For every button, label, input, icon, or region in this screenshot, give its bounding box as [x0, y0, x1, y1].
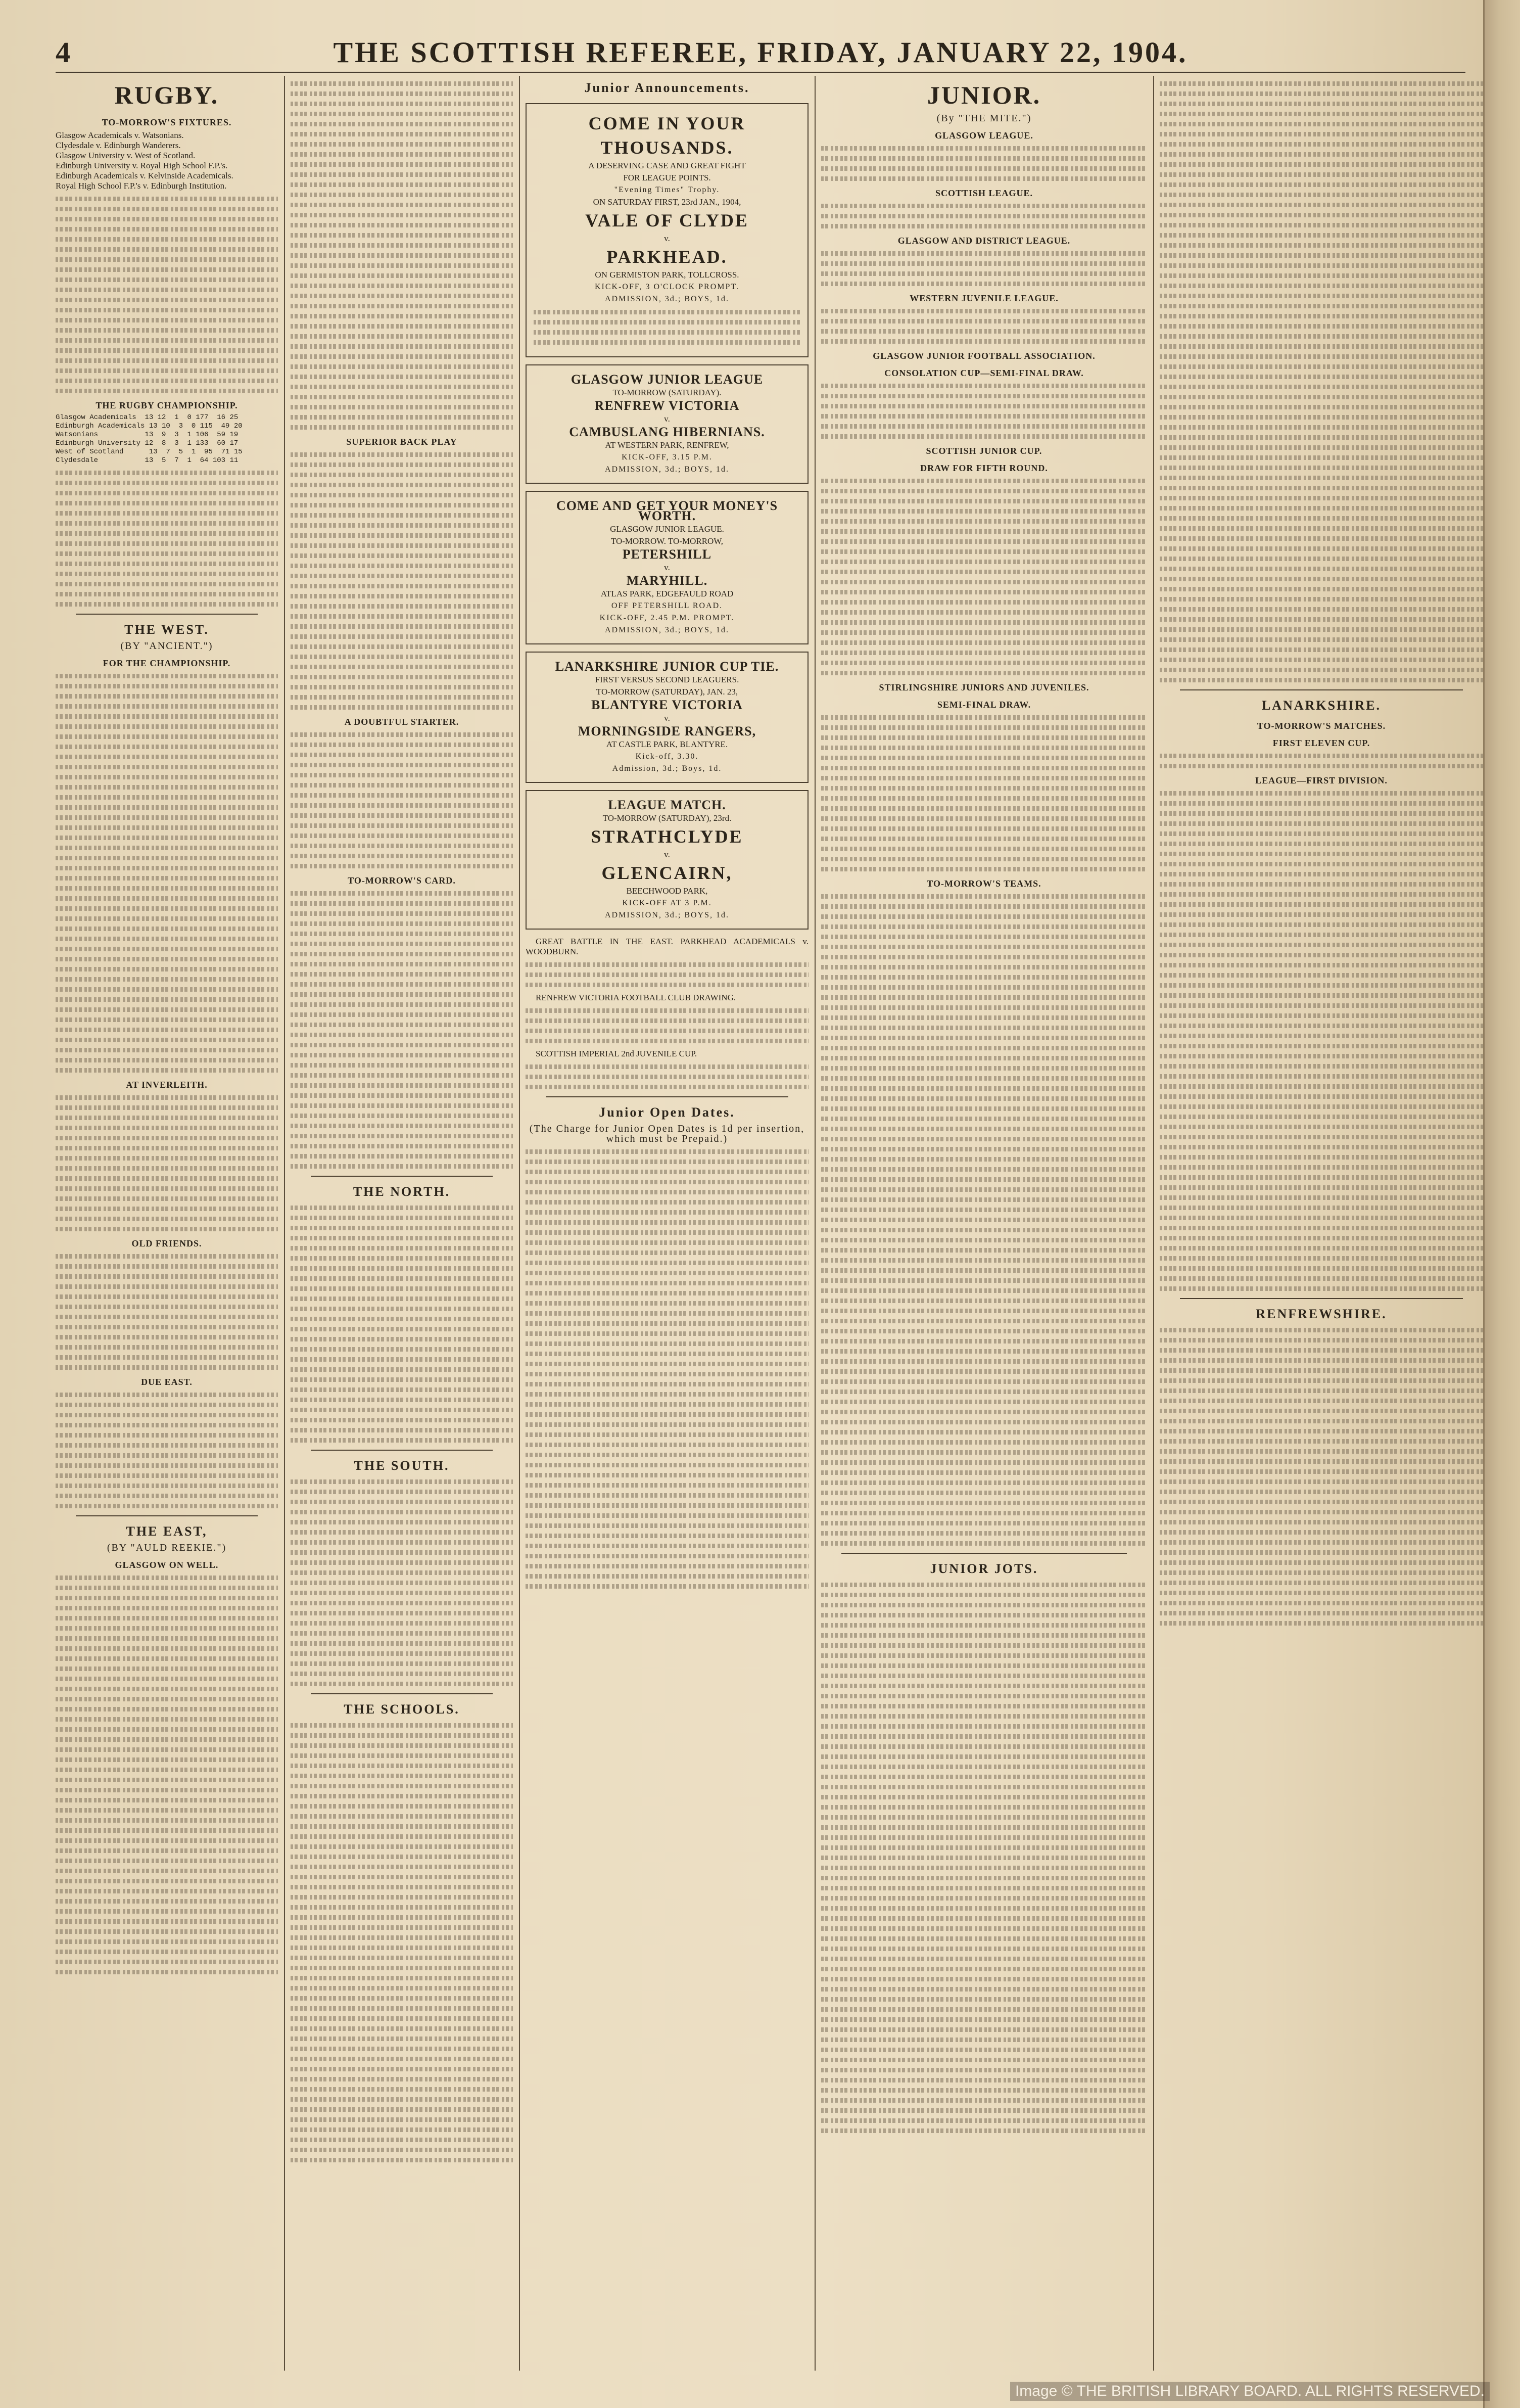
divider — [1180, 1298, 1463, 1299]
masthead — [56, 35, 1465, 73]
divider — [311, 1693, 493, 1694]
advert-team: CAMBUSLANG HIBERNIANS. — [569, 425, 765, 439]
advert-team: PARKHEAD. — [606, 247, 728, 267]
text-body — [821, 384, 1147, 439]
subheading: DRAW FOR FIFTH ROUND. — [920, 463, 1048, 473]
column-divider — [815, 76, 816, 2371]
text-body — [821, 309, 1147, 344]
text-body — [56, 197, 278, 393]
section-heading-junior-jots: JUNIOR JOTS. — [930, 1561, 1038, 1576]
newspaper-title: THE SCOTTISH REFEREE, FRIDAY, JANUARY 22, 1904. — [333, 36, 1188, 69]
advert-text: Admission, 3d.; Boys, 1d. — [612, 764, 722, 773]
fixture-item: Royal High School F.P.'s v. Edinburgh Institution. — [56, 181, 227, 191]
byline: (BY "ANCIENT.") — [120, 640, 213, 652]
advert-team: VALE OF CLYDE — [585, 210, 749, 230]
table-row: West of Scotland 13 7 5 1 95 71 15 — [56, 448, 243, 456]
text-body — [1160, 791, 1483, 1291]
advert-text: ADMISSION, 3d.; BOYS, 1d. — [604, 465, 730, 474]
subheading: TO-MORROW'S CARD. — [348, 875, 456, 886]
page-number: 4 — [56, 36, 70, 69]
subheading: STIRLINGSHIRE JUNIORS AND JUVENILES. — [879, 682, 1089, 692]
text-body — [526, 1008, 809, 1043]
text-body — [291, 452, 513, 710]
fixture-item: Edinburgh Academicals v. Kelvinside Academicals. — [56, 171, 233, 180]
advert-petershill — [526, 491, 809, 644]
text-body — [526, 962, 809, 987]
column-rugby-continued — [291, 76, 513, 2371]
subheading: WESTERN JUVENILE LEAGUE. — [910, 293, 1059, 303]
advert-team: PETERSHILL — [622, 547, 712, 562]
byline: (BY "AULD REEKIE.") — [107, 1542, 227, 1553]
subheading: OLD FRIENDS. — [131, 1238, 202, 1248]
advert-text: ADMISSION, 3d.; BOYS, 1d. — [604, 626, 730, 634]
advert-title: COME IN YOUR — [588, 113, 746, 133]
section-heading-schools: THE SCHOOLS. — [344, 1702, 460, 1717]
subheading: DUE EAST. — [141, 1377, 193, 1387]
section-heading-south: THE SOUTH. — [354, 1458, 450, 1473]
subheading: GLASGOW ON WELL. — [115, 1560, 219, 1570]
advert-strathclyde — [526, 790, 809, 930]
table-row: Glasgow Academicals 13 12 1 0 177 16 25 — [56, 413, 239, 422]
text-body — [56, 1095, 278, 1231]
fixtures-heading: TO-MORROW'S FIXTURES. — [102, 117, 232, 127]
advert-renfrew-victoria — [526, 364, 809, 484]
section-heading-north: THE NORTH. — [353, 1184, 451, 1199]
table-row: Watsonians 13 9 3 1 106 59 19 — [56, 431, 239, 439]
text-body — [291, 732, 513, 868]
advert-text: GLASGOW JUNIOR LEAGUE. — [610, 524, 724, 534]
text-body — [56, 1393, 278, 1508]
column-rugby — [56, 76, 278, 2371]
subheading: TO-MORROW'S TEAMS. — [927, 878, 1041, 889]
section-heading-east: THE EAST, — [126, 1524, 208, 1539]
advert-text: ADMISSION, 3d.; BOYS, 1d. — [604, 295, 730, 303]
advert-title: THOUSANDS. — [600, 137, 734, 158]
subheading: AT INVERLEITH. — [126, 1080, 208, 1090]
subheading: GLASGOW LEAGUE. — [935, 130, 1033, 141]
fixture-item: Edinburgh University v. Royal High School F.P.'s. — [56, 161, 228, 170]
notice: RENFREW VICTORIA FOOTBALL CLUB DRAWING. — [536, 993, 736, 1002]
advert-text: KICK-OFF, 3.15 P.M. — [622, 453, 712, 461]
advert-text: KICK-OFF, 3 O'CLOCK PROMPT. — [594, 283, 739, 291]
section-heading-open-dates: Junior Open Dates. — [599, 1105, 735, 1120]
table-row: Clydesdale 13 5 7 1 64 103 11 — [56, 456, 239, 465]
advert-heading: LEAGUE MATCH. — [608, 798, 726, 812]
subheading: TO-MORROW'S MATCHES. — [1257, 721, 1386, 731]
adjacent-page-edge — [1483, 0, 1520, 2408]
advert-team: GLENCAIRN, — [601, 863, 733, 883]
advert-text: OFF PETERSHILL ROAD. — [611, 601, 723, 610]
notice: GREAT BATTLE IN THE EAST. PARKHEAD ACADEMICALS v. WOODBURN. — [526, 937, 809, 956]
advert-team: MORNINGSIDE RANGERS, — [578, 724, 756, 738]
advert-text: AT WESTERN PARK, RENFREW, — [605, 440, 729, 450]
column-divider — [1153, 76, 1154, 2371]
fixture-item: Glasgow Academicals v. Watsonians. — [56, 130, 184, 140]
column-divider — [284, 76, 285, 2371]
text-body — [291, 1723, 513, 2162]
text-body — [56, 1576, 278, 1974]
open-dates-note: (The Charge for Junior Open Dates is 1d per insertion, which must be Prepaid.) — [529, 1123, 805, 1144]
divider — [76, 614, 258, 615]
advert-text: TO-MORROW (SATURDAY), 23rd. — [602, 813, 732, 823]
subheading: SEMI-FINAL DRAW. — [937, 700, 1031, 710]
advert-text: Kick-off, 3.30. — [635, 752, 699, 761]
text-body — [534, 310, 800, 345]
advert-text: FIRST VERSUS SECOND LEAGUERS. — [595, 675, 739, 684]
advert-text: KICK-OFF, 2.45 P.M. PROMPT. — [599, 614, 735, 622]
advert-team: RENFREW VICTORIA — [594, 398, 740, 413]
text-body — [56, 674, 278, 1073]
fixture-item: Clydesdale v. Edinburgh Wanderers. — [56, 141, 181, 150]
advert-text: KICK-OFF AT 3 P.M. — [622, 899, 712, 907]
advert-text: TO-MORROW (SATURDAY), JAN. 23, — [596, 687, 738, 697]
divider — [311, 1450, 493, 1451]
text-body — [526, 1064, 809, 1089]
table-row: Edinburgh University 12 8 3 1 133 60 17 — [56, 439, 239, 447]
column-divider — [519, 76, 520, 2371]
column-junior — [821, 76, 1147, 2371]
section-heading-west: THE WEST. — [124, 622, 209, 637]
text-body — [56, 1254, 278, 1370]
text-body — [821, 894, 1147, 1546]
subheading: GLASGOW AND DISTRICT LEAGUE. — [897, 236, 1071, 246]
text-body — [291, 81, 513, 430]
advert-text: BEECHWOOD PARK, — [626, 886, 708, 896]
divider — [546, 1096, 788, 1097]
advert-team: BLANTYRE VICTORIA — [591, 698, 743, 712]
advert-team: MARYHILL. — [626, 573, 708, 588]
championship-heading: THE RUGBY CHAMPIONSHIP. — [96, 400, 238, 410]
advert-versus: v. — [664, 563, 670, 572]
text-body — [291, 891, 513, 1169]
text-body — [291, 1206, 513, 1443]
subheading: SCOTTISH JUNIOR CUP. — [926, 446, 1042, 456]
text-body — [526, 1149, 809, 1589]
section-heading-renfrewshire: RENFREWSHIRE. — [1256, 1307, 1387, 1321]
advert-text: ON GERMISTON PARK, TOLLCROSS. — [595, 270, 739, 280]
image-credit: Image © THE BRITISH LIBRARY BOARD. ALL RIGHTS RESERVED. — [1010, 2382, 1490, 2401]
section-heading-lanarkshire: LANARKSHIRE. — [1261, 698, 1382, 713]
text-body — [1160, 1328, 1483, 1626]
advert-heading: COME AND GET YOUR MONEY'S WORTH. — [556, 498, 778, 523]
advert-text: ON SATURDAY FIRST, 23rd JAN., 1904, — [593, 197, 741, 207]
text-body — [56, 471, 278, 607]
section-heading-announcements: Junior Announcements. — [584, 80, 750, 95]
advert-text: FOR LEAGUE POINTS. — [623, 173, 711, 182]
advert-text: TO-MORROW (SATURDAY). — [612, 388, 722, 397]
subheading: FOR THE CHAMPIONSHIP. — [103, 658, 231, 668]
advert-versus: v. — [664, 850, 670, 859]
advert-text: ATLAS PARK, EDGEFAULD ROAD — [600, 589, 734, 598]
table-row: Edinburgh Academicals 13 10 3 0 115 49 20 — [56, 422, 243, 430]
advert-text: "Evening Times" Trophy. — [614, 186, 720, 194]
advert-text: TO-MORROW. TO-MORROW, — [610, 536, 724, 546]
advert-text: ADMISSION, 3d.; BOYS, 1d. — [604, 911, 730, 919]
column-county-notes — [1160, 76, 1483, 2371]
divider — [311, 1176, 493, 1177]
column-announcements — [526, 76, 809, 2371]
subheading: FIRST ELEVEN CUP. — [1272, 738, 1370, 748]
advert-versus: v. — [664, 713, 670, 723]
text-body — [1160, 81, 1483, 682]
advert-blantyre-victoria — [526, 652, 809, 783]
advert-heading: GLASGOW JUNIOR LEAGUE — [571, 372, 764, 387]
subheading: CONSOLATION CUP—SEMI-FINAL DRAW. — [884, 368, 1084, 378]
advert-versus: v. — [664, 234, 670, 243]
advert-text: AT CASTLE PARK, BLANTYRE. — [606, 739, 728, 749]
divider — [1180, 689, 1463, 690]
advert-team: STRATHCLYDE — [591, 826, 743, 847]
divider — [76, 1515, 258, 1516]
text-body — [821, 204, 1147, 228]
notice: SCOTTISH IMPERIAL 2nd JUVENILE CUP. — [536, 1049, 697, 1058]
divider — [841, 1553, 1127, 1554]
text-body — [821, 1583, 1147, 2133]
text-body — [821, 715, 1147, 871]
subheading: SCOTTISH LEAGUE. — [935, 188, 1033, 198]
text-body — [1160, 754, 1483, 768]
advert-versus: v. — [664, 414, 670, 424]
fixture-item: Glasgow University v. West of Scotland. — [56, 151, 196, 160]
advert-vale-of-clyde — [526, 103, 809, 357]
text-body — [821, 146, 1147, 181]
subheading: GLASGOW JUNIOR FOOTBALL ASSOCIATION. — [873, 351, 1096, 361]
subheading: A DOUBTFUL STARTER. — [344, 717, 459, 727]
advert-text: A DESERVING CASE AND GREAT FIGHT — [588, 161, 746, 170]
text-body — [291, 1479, 513, 1686]
byline: (By "THE MITE.") — [936, 113, 1032, 124]
advert-heading: LANARKSHIRE JUNIOR CUP TIE. — [555, 659, 779, 674]
text-body — [821, 479, 1147, 675]
subheading: SUPERIOR BACK PLAY — [346, 437, 457, 447]
section-heading-junior: JUNIOR. — [927, 81, 1041, 109]
subheading: LEAGUE—FIRST DIVISION. — [1255, 775, 1388, 785]
section-heading-rugby: RUGBY. — [114, 81, 219, 109]
text-body — [821, 251, 1147, 286]
